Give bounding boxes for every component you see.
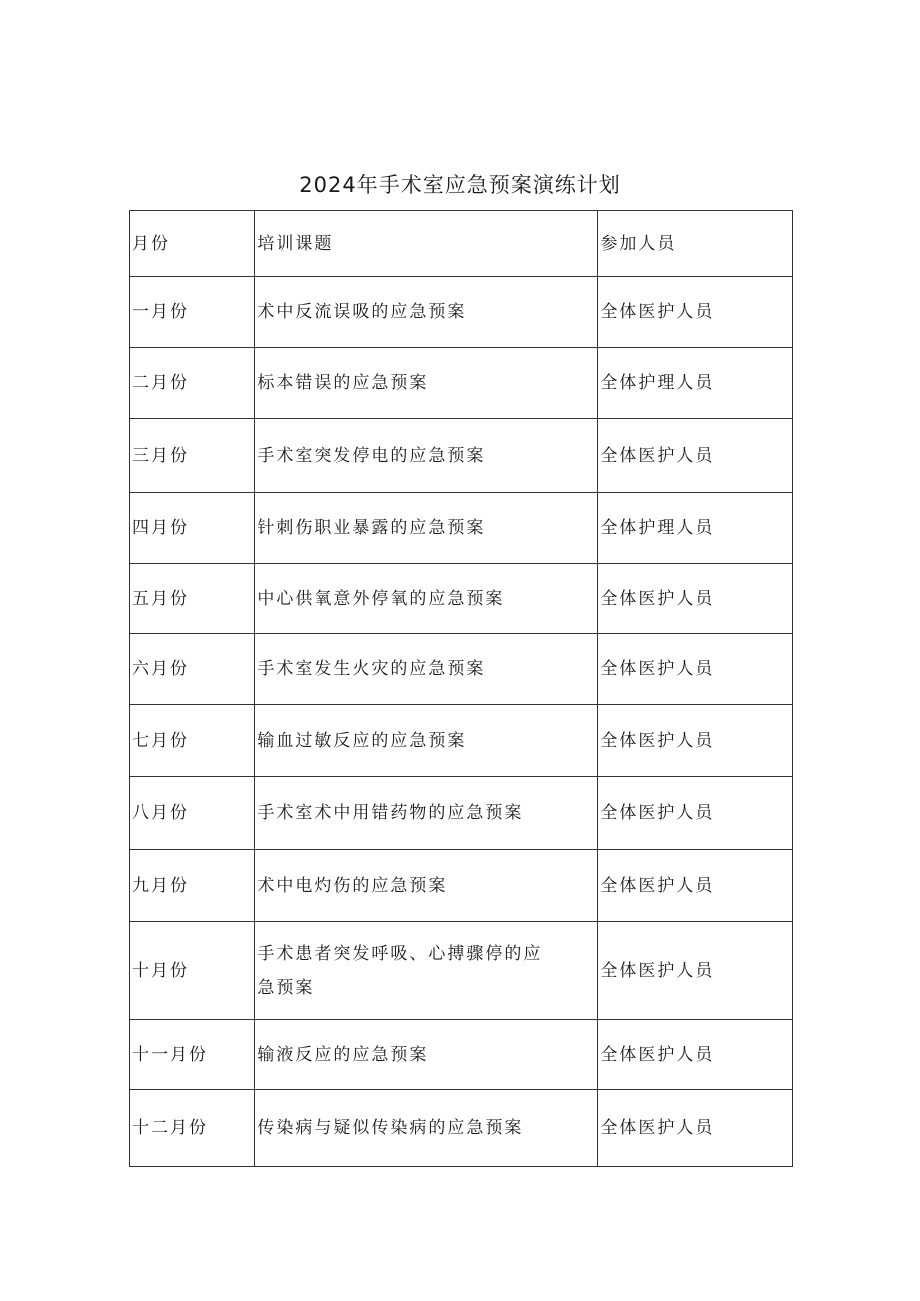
table-header-row bbox=[130, 211, 793, 277]
row-people: 全体护理人员 bbox=[598, 348, 793, 419]
row-month: 五月份 bbox=[130, 564, 255, 634]
table-row bbox=[130, 634, 793, 705]
row-people: 全体医护人员 bbox=[598, 564, 793, 634]
table-row bbox=[130, 348, 793, 419]
row-people: 全体医护人员 bbox=[598, 277, 793, 348]
table-row bbox=[130, 777, 793, 850]
row-topic: 手术室发生火灾的应急预案 bbox=[255, 634, 598, 705]
row-topic bbox=[255, 922, 598, 1020]
row-topic: 输液反应的应急预案 bbox=[255, 1020, 598, 1090]
table-row bbox=[130, 564, 793, 634]
table-row bbox=[130, 922, 793, 1020]
row-people: 全体护理人员 bbox=[598, 493, 793, 564]
row-topic: 中心供氧意外停氧的应急预案 bbox=[255, 564, 598, 634]
table-row bbox=[130, 277, 793, 348]
row-people: 全体医护人员 bbox=[598, 419, 793, 493]
row-month: 十一月份 bbox=[130, 1020, 255, 1090]
table-row bbox=[130, 493, 793, 564]
row-topic: 针刺伤职业暴露的应急预案 bbox=[255, 493, 598, 564]
row-month: 三月份 bbox=[130, 419, 255, 493]
row-month: 十二月份 bbox=[130, 1090, 255, 1167]
header-month: 月份 bbox=[130, 211, 255, 277]
row-month: 四月份 bbox=[130, 493, 255, 564]
row-people: 全体医护人员 bbox=[598, 1020, 793, 1090]
header-topic: 培训课题 bbox=[255, 211, 598, 277]
row-topic: 手术室术中用错药物的应急预案 bbox=[255, 777, 598, 850]
row-month: 九月份 bbox=[130, 850, 255, 922]
drill-plan-table bbox=[129, 210, 793, 1167]
row-month: 六月份 bbox=[130, 634, 255, 705]
table-row bbox=[130, 705, 793, 777]
table-row bbox=[130, 419, 793, 493]
row-people: 全体医护人员 bbox=[598, 850, 793, 922]
row-month: 二月份 bbox=[130, 348, 255, 419]
row-topic-line1: 手术患者突发呼吸、心搏骤停的应 bbox=[257, 943, 543, 964]
row-people: 全体医护人员 bbox=[598, 922, 793, 1020]
table-row bbox=[130, 1090, 793, 1167]
row-topic: 标本错误的应急预案 bbox=[255, 348, 598, 419]
row-topic: 手术室突发停电的应急预案 bbox=[255, 419, 598, 493]
row-month: 七月份 bbox=[130, 705, 255, 777]
page-title: 2024年手术室应急预案演练计划 bbox=[299, 173, 621, 197]
row-month: 十月份 bbox=[130, 922, 255, 1020]
row-people: 全体医护人员 bbox=[598, 705, 793, 777]
row-month: 一月份 bbox=[130, 277, 255, 348]
row-month: 八月份 bbox=[130, 777, 255, 850]
row-topic-line2: 急预案 bbox=[257, 977, 315, 998]
table-row bbox=[130, 850, 793, 922]
table-row bbox=[130, 1020, 793, 1090]
row-people: 全体医护人员 bbox=[598, 777, 793, 850]
row-topic: 术中反流误吸的应急预案 bbox=[255, 277, 598, 348]
row-topic: 传染病与疑似传染病的应急预案 bbox=[255, 1090, 598, 1167]
header-people: 参加人员 bbox=[598, 211, 793, 277]
row-people: 全体医护人员 bbox=[598, 634, 793, 705]
row-people: 全体医护人员 bbox=[598, 1090, 793, 1167]
row-topic: 输血过敏反应的应急预案 bbox=[255, 705, 598, 777]
row-topic: 术中电灼伤的应急预案 bbox=[255, 850, 598, 922]
